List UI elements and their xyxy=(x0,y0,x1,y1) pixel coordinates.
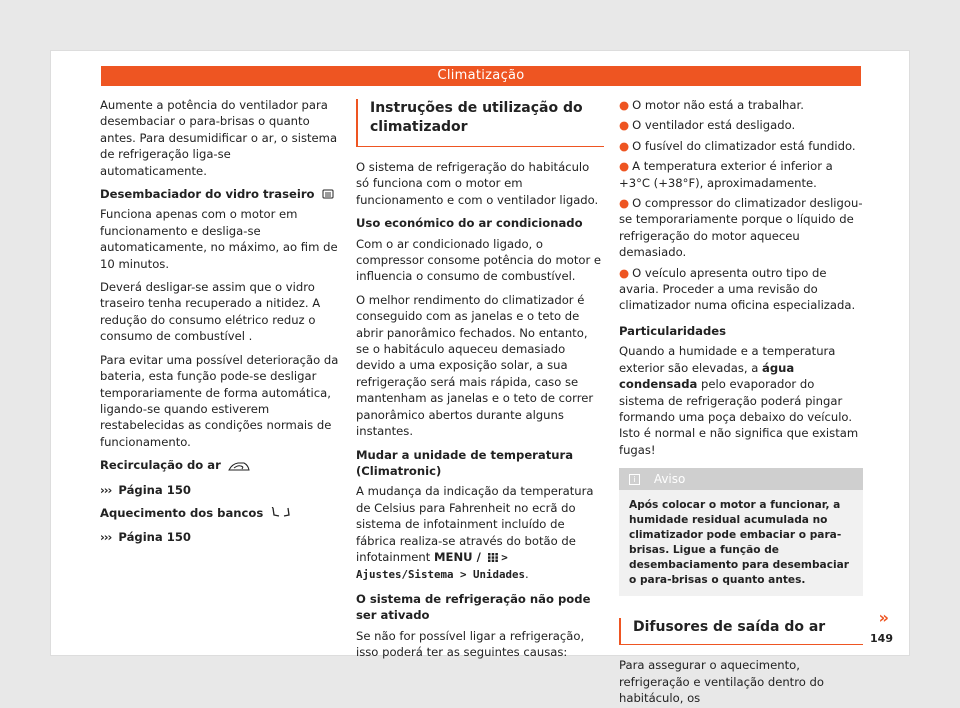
subheading-rear-defrost: Desembaciador do vidro traseiro xyxy=(100,186,340,202)
warning-box xyxy=(619,468,863,596)
list-item: ● O compressor do climatizador desligou-se temporariamente porque o líquido de refrigeração do motor aqueceu demasiado. xyxy=(619,196,863,260)
warning-text: Após colocar o motor a funcionar, a humidade residual acumulada no climatizador pode embaciar o para-brisas. Ligue a função de desembaciamento para desembaciar o para-brisas o quanto antes. xyxy=(629,499,849,587)
list-item: ● O fusível do climatizador está fundido. xyxy=(619,138,856,153)
paragraph: Com o ar condicionado ligado, o compressor consome potência do motor e influencia o consumo de combustível. xyxy=(356,236,602,284)
seat-heating-icon xyxy=(270,507,294,519)
column-middle xyxy=(356,99,604,667)
list-item: ● O motor não está a trabalhar. xyxy=(619,98,804,112)
paragraph: Deverá desligar-se assim que o vidro traseiro tenha recuperado a nitidez. A redução do consumo elétrico reduz o consumo de combustível . xyxy=(100,280,321,344)
list-item: ● O ventilador está desligado. xyxy=(619,118,796,133)
paragraph: O melhor rendimento do climatizador é conseguido com as janelas e o teto de abrir panorâmico fechados. No entanto, se o habitáculo aqueceu demasiado devido a uma exposição solar, a sua refrigeração será mais rápida, caso se mantenham as janelas e o teto de correr panorâmico abertos durante alguns instantes. xyxy=(356,292,594,439)
settings-path: Ajustes/Sistema > Unidades xyxy=(356,568,526,582)
paragraph-temperature-unit: A mudança da indicação da temperatura de Celsius para Fahrenheit no ecrã do sistema de infotainment incluído de fábrica realiza-se através do botão de infotainment MENU / > Ajustes/Sistema > Unidades. xyxy=(356,484,594,582)
continue-arrow: » xyxy=(878,608,889,627)
warning-title: Aviso xyxy=(653,472,686,487)
rear-defrost-icon xyxy=(322,189,334,200)
paragraph: Se não for possível ligar a refrigeração, isso poderá ter as seguintes causas: xyxy=(356,628,585,659)
section-title: Difusores de saída do ar xyxy=(619,618,863,645)
paragraph: Aumente a potência do ventilador para desembaciar o para-brisas o quanto antes. Para desumidificar o ar, o sistema de refrigeração liga-se automaticamente. xyxy=(100,98,338,178)
paragraph: Funciona apenas com o motor em funcionamento e desliga-se automaticamente, no máximo, ao fim de 10 minutos. xyxy=(100,207,338,271)
paragraph-particularities: Quando a humidade e a temperatura exterior são elevadas, a água condensada pelo evaporador do sistema de refrigeração poderá pingar formando uma poça debaixo do veículo. Isto é normal e não significa que existam fugas! xyxy=(619,344,859,457)
page-number: 149 xyxy=(870,632,893,645)
subheading: O sistema de refrigeração não pode ser ativado xyxy=(356,591,591,623)
column-right xyxy=(619,97,863,708)
info-icon: i xyxy=(629,474,640,485)
paragraph: Para assegurar o aquecimento, refrigeração e ventilação dentro do habitáculo, os xyxy=(619,658,824,705)
list-item: ● O veículo apresenta outro tipo de avaria. Proceder a uma revisão do climatizador numa oficina especializada. xyxy=(619,265,856,313)
section-title: Instruções de utilização do climatizador xyxy=(356,99,604,147)
warning-header xyxy=(619,468,863,490)
menu-button-label: MENU / xyxy=(433,549,481,564)
paragraph: Para evitar uma possível deterioração da bateria, esta função pode-se desligar temporariamente de forma automática, ligando-se quando estiverem restabelecidas as condições normais de funcionamento. xyxy=(100,352,339,449)
page-reference[interactable]: ››› Página 150 xyxy=(100,530,191,545)
apps-grid-icon xyxy=(488,553,498,562)
air-recirculation-icon xyxy=(228,460,250,472)
subheading-seat-heating: Aquecimento dos bancos xyxy=(100,505,340,521)
page-reference[interactable]: ››› Página 150 xyxy=(100,482,191,497)
subheading: Uso económico do ar condicionado xyxy=(356,216,583,231)
subheading-recirculation: Recirculação do ar xyxy=(100,457,340,473)
subheading: Particularidades xyxy=(619,323,727,338)
subheading: Mudar a unidade de temperatura (Climatronic) xyxy=(356,447,574,478)
paragraph: O sistema de refrigeração do habitáculo só funciona com o motor em funcionamento e com o ventilador ligado. xyxy=(356,160,599,207)
column-left xyxy=(100,97,340,553)
list-item: ● A temperatura exterior é inferior a +3°C (+38°F), aproximadamente. xyxy=(619,159,833,190)
section-header: Climatização xyxy=(101,66,861,86)
manual-page xyxy=(50,50,910,705)
